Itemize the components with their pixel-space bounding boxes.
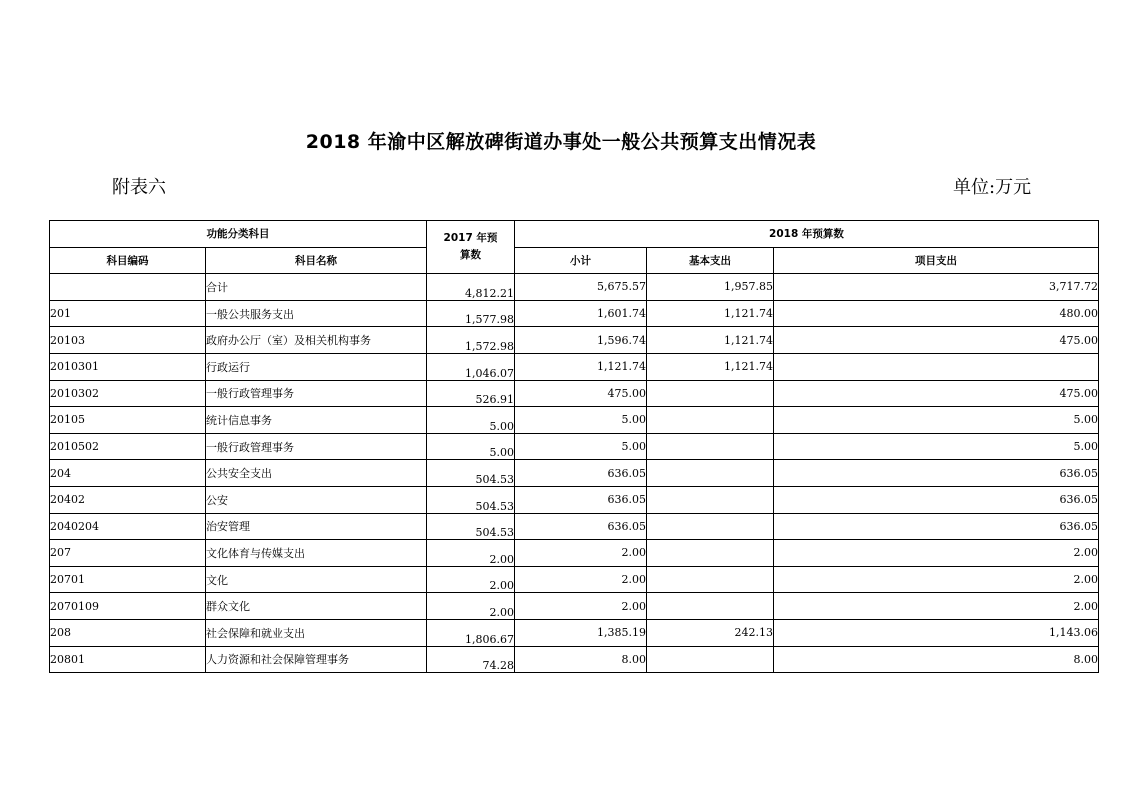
cell-project: 2.00	[774, 566, 1099, 593]
cell-code: 2040204	[50, 513, 206, 540]
cell-code: 208	[50, 619, 206, 646]
cell-prev-budget: 5.00	[427, 433, 515, 460]
cell-name: 行政运行	[206, 353, 427, 380]
table-row	[50, 486, 1099, 513]
cell-basic	[647, 486, 774, 513]
cell-basic: 1,121.74	[647, 300, 774, 327]
cell-basic: 242.13	[647, 619, 774, 646]
cell-subtotal: 2.00	[515, 540, 647, 567]
cell-prev-budget: 5.00	[427, 407, 515, 434]
cell-name: 合计	[206, 274, 427, 301]
table-row	[50, 380, 1099, 407]
cell-basic	[647, 407, 774, 434]
attachment-label: 附表六	[112, 177, 166, 198]
cell-project: 1,143.06	[774, 619, 1099, 646]
cell-basic	[647, 646, 774, 673]
cell-code: 20103	[50, 327, 206, 354]
cell-name: 公安	[206, 486, 427, 513]
cell-name: 公共安全支出	[206, 460, 427, 487]
cell-basic: 1,121.74	[647, 327, 774, 354]
cell-subtotal: 1,121.74	[515, 353, 647, 380]
cell-name: 人力资源和社会保障管理事务	[206, 646, 427, 673]
cell-project: 8.00	[774, 646, 1099, 673]
cell-project: 5.00	[774, 407, 1099, 434]
cell-project: 480.00	[774, 300, 1099, 327]
cell-code: 2010302	[50, 380, 206, 407]
cell-basic	[647, 540, 774, 567]
header-func-class: 功能分类科目	[50, 221, 427, 248]
table-header	[50, 221, 1099, 274]
cell-basic	[647, 593, 774, 620]
table-row	[50, 407, 1099, 434]
cell-prev-budget: 504.53	[427, 486, 515, 513]
cell-subtotal: 8.00	[515, 646, 647, 673]
cell-project: 475.00	[774, 327, 1099, 354]
header-project: 项目支出	[774, 247, 1099, 274]
cell-subtotal: 5.00	[515, 433, 647, 460]
table-row	[50, 433, 1099, 460]
cell-prev-budget: 504.53	[427, 513, 515, 540]
header-code: 科目编码	[50, 247, 206, 274]
table-row	[50, 327, 1099, 354]
cell-prev-budget: 1,572.98	[427, 327, 515, 354]
cell-project: 3,717.72	[774, 274, 1099, 301]
cell-basic	[647, 513, 774, 540]
cell-project: 636.05	[774, 486, 1099, 513]
cell-name: 一般行政管理事务	[206, 433, 427, 460]
cell-basic	[647, 460, 774, 487]
cell-project: 475.00	[774, 380, 1099, 407]
cell-subtotal: 1,385.19	[515, 619, 647, 646]
cell-code: 2070109	[50, 593, 206, 620]
table-row	[50, 566, 1099, 593]
table-row	[50, 513, 1099, 540]
cell-code: 2010301	[50, 353, 206, 380]
cell-name: 一般行政管理事务	[206, 380, 427, 407]
cell-name: 政府办公厅（室）及相关机构事务	[206, 327, 427, 354]
table-row	[50, 353, 1099, 380]
cell-code	[50, 274, 206, 301]
cell-subtotal: 636.05	[515, 460, 647, 487]
budget-table	[49, 220, 1099, 673]
cell-project: 2.00	[774, 593, 1099, 620]
cell-code: 20105	[50, 407, 206, 434]
table-row	[50, 300, 1099, 327]
cell-subtotal: 2.00	[515, 593, 647, 620]
header-cur-budget: 2018 年预算数	[515, 221, 1099, 248]
cell-name: 一般公共服务支出	[206, 300, 427, 327]
cell-prev-budget: 1,046.07	[427, 353, 515, 380]
cell-code: 207	[50, 540, 206, 567]
table-body	[50, 274, 1099, 673]
table-row	[50, 619, 1099, 646]
cell-project	[774, 353, 1099, 380]
cell-code: 20701	[50, 566, 206, 593]
cell-basic: 1,957.85	[647, 274, 774, 301]
unit-label: 单位:万元	[953, 177, 1032, 198]
cell-prev-budget: 1,806.67	[427, 619, 515, 646]
cell-prev-budget: 526.91	[427, 380, 515, 407]
cell-name: 文化体育与传媒支出	[206, 540, 427, 567]
table-row	[50, 274, 1099, 301]
cell-prev-budget: 2.00	[427, 593, 515, 620]
cell-name: 文化	[206, 566, 427, 593]
header-basic: 基本支出	[647, 247, 774, 274]
cell-subtotal: 1,596.74	[515, 327, 647, 354]
cell-prev-budget: 74.28	[427, 646, 515, 673]
table-row	[50, 540, 1099, 567]
cell-code: 20801	[50, 646, 206, 673]
cell-subtotal: 2.00	[515, 566, 647, 593]
table-row	[50, 460, 1099, 487]
cell-prev-budget: 504.53	[427, 460, 515, 487]
cell-name: 统计信息事务	[206, 407, 427, 434]
cell-basic	[647, 380, 774, 407]
cell-project: 2.00	[774, 540, 1099, 567]
page-title: 2018 年渝中区解放碑街道办事处一般公共预算支出情况表	[305, 131, 817, 153]
header-subtotal: 小计	[515, 247, 647, 274]
cell-subtotal: 1,601.74	[515, 300, 647, 327]
cell-prev-budget: 2.00	[427, 566, 515, 593]
header-name: 科目名称	[206, 247, 427, 274]
cell-prev-budget: 4,812.21	[427, 274, 515, 301]
header-prev-budget: 2017 年预算数	[427, 221, 515, 274]
cell-basic	[647, 433, 774, 460]
cell-project: 5.00	[774, 433, 1099, 460]
cell-code: 2010502	[50, 433, 206, 460]
cell-name: 社会保障和就业支出	[206, 619, 427, 646]
cell-subtotal: 5,675.57	[515, 274, 647, 301]
cell-project: 636.05	[774, 460, 1099, 487]
cell-subtotal: 475.00	[515, 380, 647, 407]
cell-basic: 1,121.74	[647, 353, 774, 380]
cell-prev-budget: 1,577.98	[427, 300, 515, 327]
cell-code: 201	[50, 300, 206, 327]
cell-name: 群众文化	[206, 593, 427, 620]
cell-name: 治安管理	[206, 513, 427, 540]
cell-code: 204	[50, 460, 206, 487]
cell-project: 636.05	[774, 513, 1099, 540]
cell-subtotal: 636.05	[515, 513, 647, 540]
table-row	[50, 646, 1099, 673]
cell-subtotal: 5.00	[515, 407, 647, 434]
table-row	[50, 593, 1099, 620]
cell-basic	[647, 566, 774, 593]
cell-subtotal: 636.05	[515, 486, 647, 513]
cell-code: 20402	[50, 486, 206, 513]
cell-prev-budget: 2.00	[427, 540, 515, 567]
